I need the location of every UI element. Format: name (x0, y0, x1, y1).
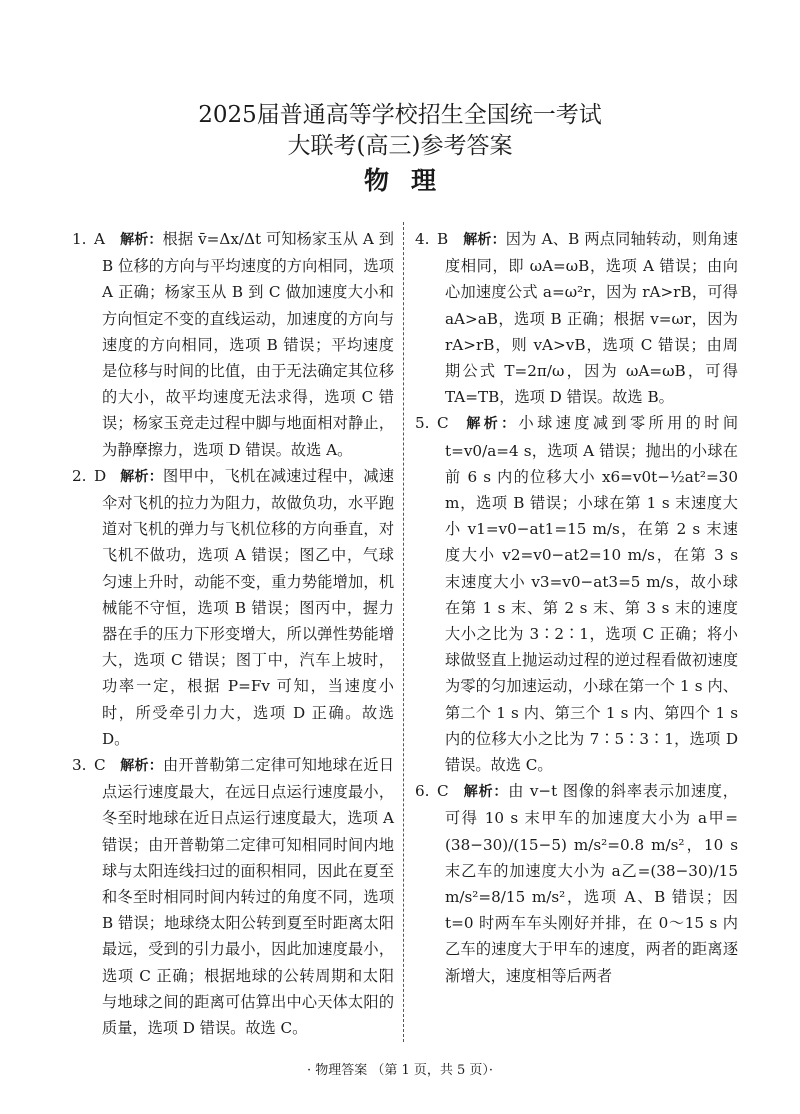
answer-choice: C (94, 756, 106, 775)
subject-heading: 物理 (363, 166, 458, 195)
analysis-text: 因为 A、B 两点同轴转动，则角速度相同，即 ωA=ωB，选项 A 错误；由向心加速度公式 a=ω²r，因为 rA>rB，可得 aA>aB，选项 B 正确；根据 v=ωr，因为 rA>rB，则 vA>vB，选项 C 错误；由周期公式 T=2π/ω，因为 ωA=ωB，可得 TA=TB，选项 D 错误。故选 B。 (445, 230, 738, 407)
analysis-label: 解析： (463, 416, 519, 433)
answer-number: 2. (72, 466, 87, 485)
page-footer: · 物理答案 （第 1 页，共 5 页）· (306, 1063, 494, 1078)
answer-item (415, 778, 738, 989)
answer-number: 1. (72, 230, 87, 248)
column-divider (403, 222, 404, 1042)
answer-item (72, 226, 394, 463)
answer-number: 6. (415, 782, 430, 801)
analysis-text: 由 v−t 图像的斜率表示加速度，可得 10 s 末甲车的加速度大小为 a甲=(38−30)/(15−5) m/s²=0.8 m/s²，10 s 末乙车的加速度大小为 a乙=(38−30)/15 m/s²=8/15 m/s²，选项 A、B 错误；因 t=0 时两车车头刚好并排，在 0～15 s 内乙车的速度大于甲车的速度，两者的距离逐渐增大，速度相等后两者 (445, 782, 738, 985)
answer-number: 3. (72, 756, 87, 775)
answer-choice: A (94, 230, 105, 248)
analysis-text: 根据 v̄=Δx/Δt 可知杨家玉从 A 到 B 位移的方向与平均速度的方向相同，选项 A 正确；杨家玉从 B 到 C 做加速度大小和方向恒定不变的直线运动，加速度的方向与速度的方向相同，选项 B 错误；平均速度是位移与时间的比值，由于无法确定其位移的大小，故平均速度无法求得，选项 C 错误；杨家玉竞走过程中脚与地面相对静止，为静摩擦力，选项 D 错误。故选 A。 (102, 230, 394, 459)
answer-choice: C (437, 414, 449, 433)
answer-item (415, 226, 738, 410)
answer-item (415, 410, 738, 778)
answer-item (72, 463, 394, 752)
analysis-label: 解析： (120, 232, 163, 248)
answer-number: 5. (415, 414, 430, 433)
analysis-label: 解析： (120, 758, 163, 775)
right-column (415, 226, 738, 989)
analysis-text: 由开普勒第二定律可知地球在近日点运行速度最大，在远日点运行速度最小，冬至时地球在近日点运行速度最大，选项 A 错误；由开普勒第二定律可知相同时间内地球与太阳连线扫过的面积相同，因此在夏至和冬至时相同时间内转过的角度不同，选项 B 错误；地球绕太阳公转到夏至时距离太阳最远，受到的引力最小，因此加速度最小，选项 C 正确；根据地球的公转周期和太阳与地球之间的距离可估算出中心天体太阳的质量，选项 D 错误。故选 C。 (102, 756, 395, 1038)
answer-choice: D (94, 466, 107, 485)
exam-subtitle: 大联考(高三)参考答案 (287, 133, 513, 159)
exam-title: 2025届普通高等学校招生全国统一考试 (198, 102, 602, 128)
answer-choice: B (437, 230, 449, 248)
left-column (72, 226, 394, 1041)
analysis-text: 小球速度减到零所用的时间 t=v0/a=4 s，选项 A 错误；抛出的小球在前 6 s 内的位移大小 x6=v0t−½at²=30 m，选项 B 错误；小球在第 1 s 末速度大小 v1=v0−at1=15 m/s，在第 2 s 末速度大小 v2=v0−at2=10 m/s，在第 3 s 末速度大小 v3=v0−at3=5 m/s，故小球在第 1 s 末、第 2 s 末、第 3 s 末的速度大小之比为 3∶2∶1，选项 C 正确；将小球做竖直上抛运动过程的逆过程看做初速度为零的匀加速运动，小球在第一个 1 s 内、第二个 1 s 内、第三个 1 s 内、第四个 1 s 内的位移大小之比为 7∶5∶3∶1，选项 D 错误。故选 C。 (445, 414, 739, 775)
analysis-label: 解析： (120, 468, 163, 485)
answer-item (72, 752, 394, 1041)
analysis-text: 图甲中，飞机在减速过程中，减速伞对飞机的拉力为阻力，故做负功，水平跑道对飞机的弹力与飞机位移的方向垂直，对飞机不做功，选项 A 错误；图乙中，气球匀速上升时，动能不变，重力势能增加，机械能不守恒，选项 B 错误；图丙中，握力器在手的压力下形变增大，所以弹性势能增大，选项 C 错误；图丁中，汽车上坡时，功率一定，根据 P=Fv 可知，当速度小时，所受牵引力大，选项 D 正确。故选 D。 (102, 466, 395, 748)
answer-choice: C (437, 782, 449, 801)
analysis-label: 解析： (463, 784, 509, 801)
analysis-label: 解析： (463, 232, 506, 248)
answer-number: 4. (415, 230, 430, 248)
